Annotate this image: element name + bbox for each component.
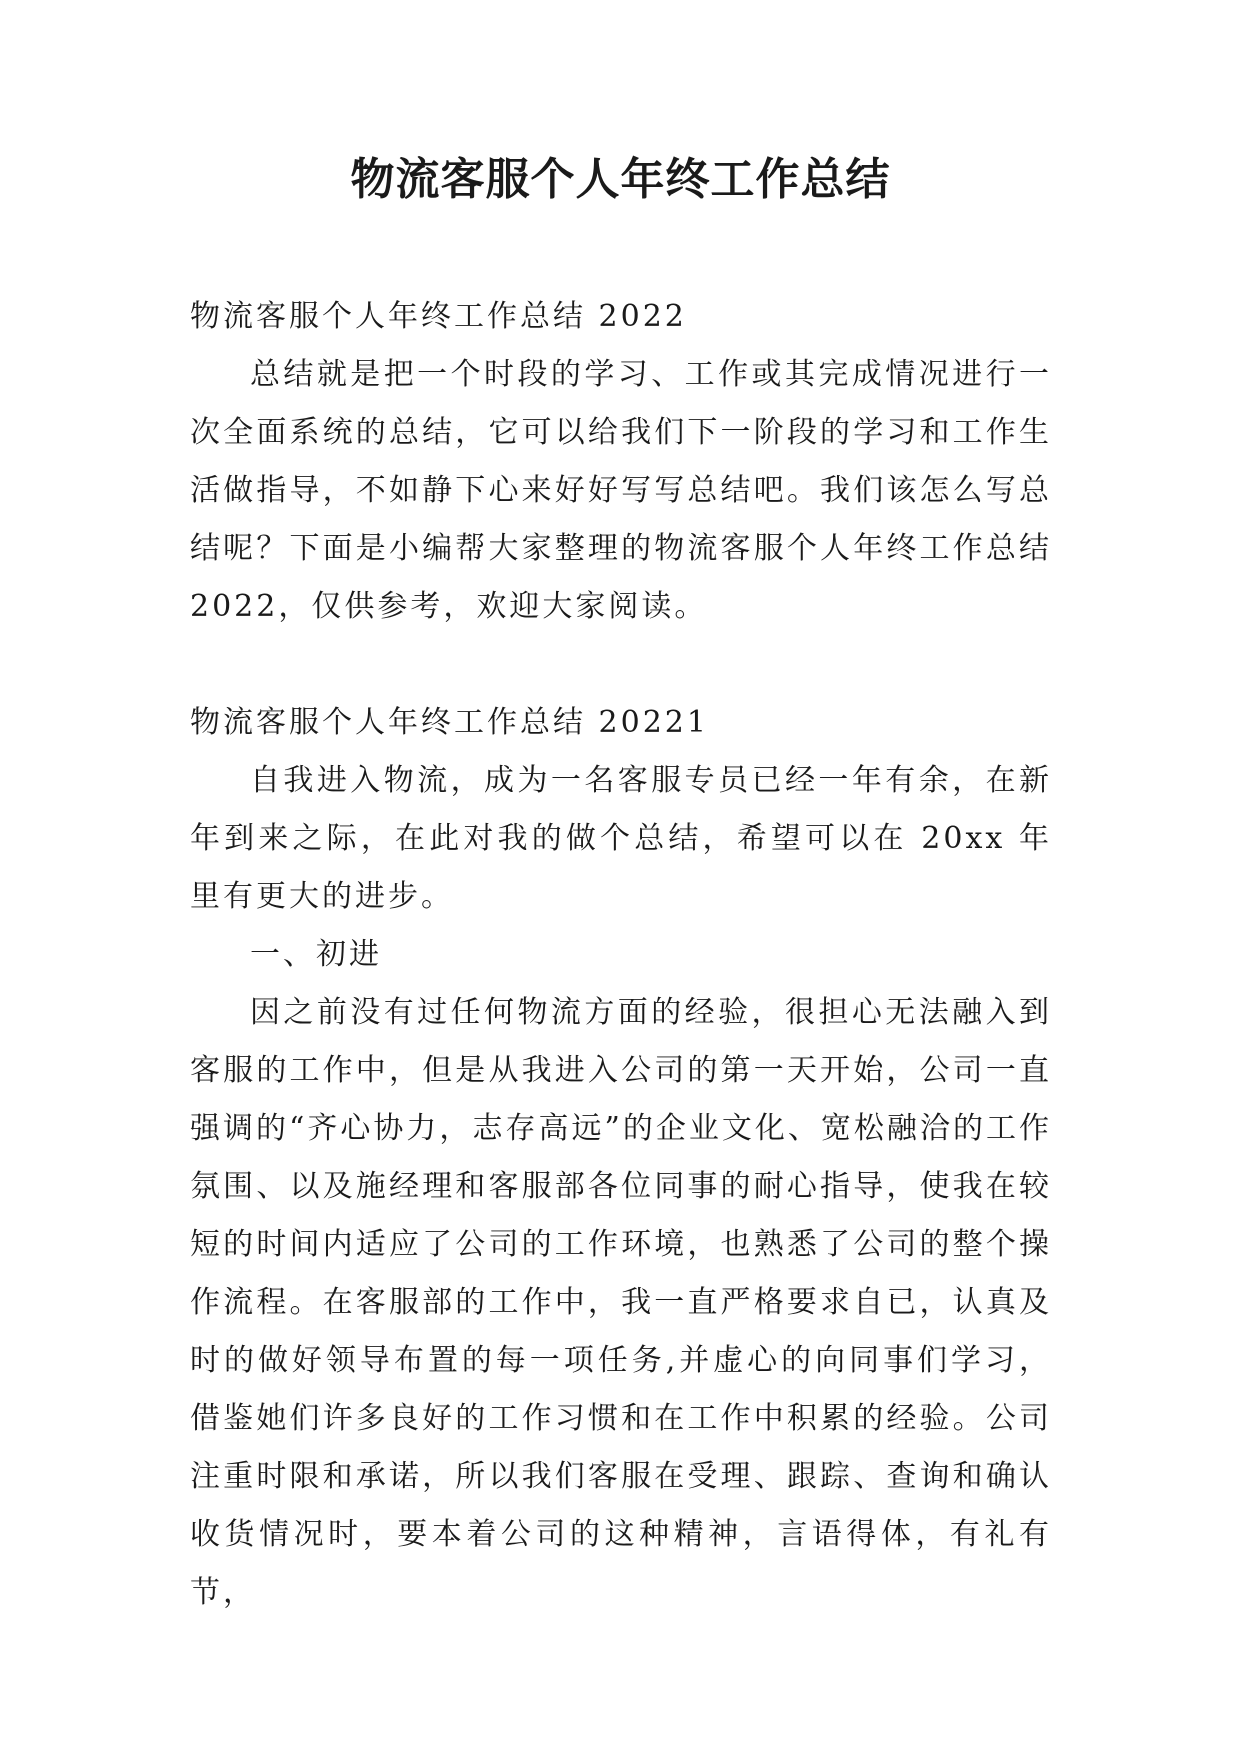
- body-paragraph-1: 自我进入物流，成为一名客服专员已经一年有余，在新年到来之际，在此对我的做个总结，希望可以在 20xx 年里有更大的进步。: [190, 763, 1052, 914]
- body-paragraph-2: 因之前没有过任何物流方面的经验，很担心无法融入到客服的工作中，但是从我进入公司的第一天开始，公司一直强调的“齐心协力，志存高远”的企业文化、宽松融洽的工作氛围、以及施经理和客服部各位同事的耐心指导，使我在较短的时间内适应了公司的工作环境，也熟悉了公司的整个操作流程。在客服部的工作中，我一直严格要求自已，认真及时的做好领导布置的每一项任务,并虚心的向同事们学习，借鉴她们许多良好的工作习惯和在工作中积累的经验。公司注重时限和承诺，所以我们客服在受理、跟踪、查询和确认收货情况时，要本着公司的这种精神，言语得体，有礼有节，: [190, 995, 1052, 1610]
- document-title: 物流客服个人年终工作总结: [350, 154, 891, 205]
- section-heading-2: 物流客服个人年终工作总结 20221: [190, 705, 709, 740]
- section-heading-1: 物流客服个人年终工作总结 2022: [190, 299, 687, 334]
- section-spacer: [190, 636, 1052, 694]
- subheading-chujin: 一、初进: [250, 937, 382, 972]
- intro-paragraph: 总结就是把一个时段的学习、工作或其完成情况进行一次全面系统的总结，它可以给我们下一阶段的学习和工作生活做指导，不如静下心来好好写写总结吧。我们该怎么写总结呢？下面是小编帮大家整理的物流客服个人年终工作总结 2022，仅供参考，欢迎大家阅读。: [190, 357, 1052, 624]
- document-body: [190, 288, 1052, 1622]
